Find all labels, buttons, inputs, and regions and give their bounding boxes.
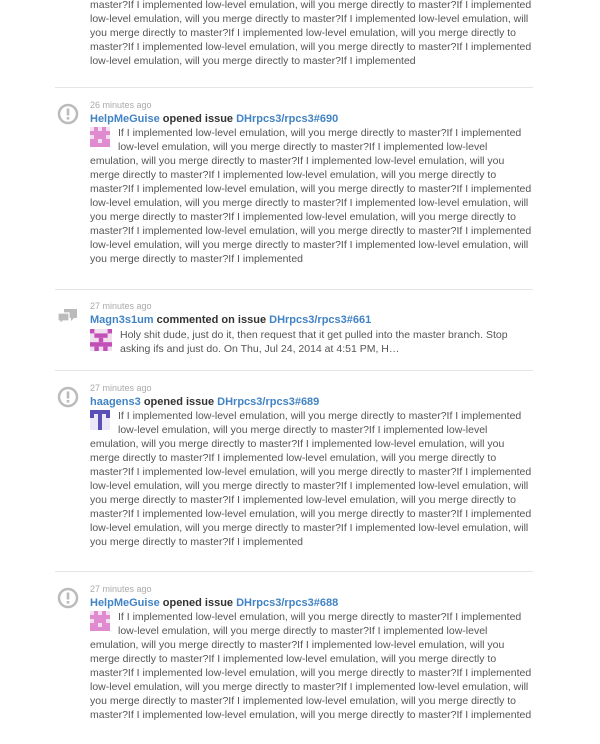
divider — [55, 571, 533, 572]
event-time: 27 minutes ago — [90, 584, 152, 594]
event-title — [90, 312, 371, 328]
issue-opened-icon — [57, 386, 79, 408]
event-title — [90, 595, 338, 611]
avatar[interactable] — [90, 410, 110, 430]
event-body — [90, 328, 535, 356]
comment-discussion-icon — [57, 306, 79, 328]
user-link[interactable]: Magn3s1um — [90, 314, 154, 326]
user-link[interactable]: HelpMeGuise — [90, 597, 160, 609]
event-time: 27 minutes ago — [90, 383, 152, 393]
previous-event-body: master?If I implemented low-level emulation, will you merge directly to master?If I implemented low-level emulation, will you merge directly to master?If I implemented low-level emulation, will you merge directly to master?If I implemented low-level emulation, will you merge directly to master?If I implemented low-level emulation, will you merge directly to master?If I implemented low-level emulation, will you merge directly to master?If I implemented — [90, 0, 532, 67]
avatar[interactable] — [90, 611, 110, 631]
event-action: opened issue — [162, 597, 234, 609]
event-title — [90, 394, 319, 410]
avatar[interactable] — [90, 329, 112, 351]
event-body-text: Holy shit dude, just do it, then request that it get pulled into the master branch. Stop asking ifs and just do. On Thu, Jul 24, 2014 at 4:51 PM, H… — [120, 329, 508, 355]
issue-link[interactable]: DHrpcs3/rpcs3#689 — [217, 396, 320, 408]
issue-opened-icon — [57, 103, 79, 125]
event-body-text: If I implemented low-level emulation, will you merge directly to master?If I implemented low-level emulation, will you merge directly to master?If I implemented low-level emulation, will you merge directly to master?If I implemented low-level emulation, will you merge directly to master?If I implemented low-level emulation, will you merge directly to master?If I implemented low-level emulation, will you merge directly to master?If I implemented low-level emulation, will you merge directly to master?If I implemented low-level emulation, will you merge directly to master?If I implemented low-level emulation, will you merge directly to master?If I implemented low-level emulation, will you merge directly to master?If I implemented low-level emulation, will you merge directly to master?If I implemented low-level emulation, will you merge directly to master?If I implemented — [90, 127, 532, 265]
previous-event-fragment — [0, 0, 600, 82]
issue-link[interactable]: DHrpcs3/rpcs3#688 — [236, 597, 339, 609]
event-time: 26 minutes ago — [90, 100, 152, 110]
feed-event — [0, 301, 600, 366]
issue-link[interactable]: DHrpcs3/rpcs3#661 — [269, 314, 372, 326]
feed-event — [0, 584, 600, 744]
feed-event — [0, 383, 600, 568]
user-link[interactable]: HelpMeGuise — [90, 113, 160, 125]
divider — [55, 87, 533, 88]
avatar[interactable] — [90, 127, 110, 147]
event-body-text: If I implemented low-level emulation, will you merge directly to master?If I implemented low-level emulation, will you merge directly to master?If I implemented low-level emulation, will you merge directly to master?If I implemented low-level emulation, will you merge directly to master?If I implemented low-level emulation, will you merge directly to master?If I implemented low-level emulation, will you merge directly to master?If I implemented low-level emulation, will you merge directly to master?If I implemented low-level emulation, will you merge directly to master?If I implemented low-level emulation, will you merge directly to master?If I implemented low-level emulation, will you merge directly to master?If I implemented low-level emulation, will you merge directly to master?If I implemented low-level emulation, will you merge directly to master?If I implemented — [90, 410, 532, 548]
feed-event — [0, 100, 600, 285]
event-action: opened issue — [143, 396, 215, 408]
divider — [55, 370, 533, 371]
divider — [55, 289, 533, 290]
issue-link[interactable]: DHrpcs3/rpcs3#690 — [236, 113, 339, 125]
event-body — [90, 409, 535, 549]
event-time: 27 minutes ago — [90, 301, 152, 311]
event-body-text: If I implemented low-level emulation, will you merge directly to master?If I implemented low-level emulation, will you merge directly to master?If I implemented low-level emulation, will you merge directly to master?If I implemented low-level emulation, will you merge directly to master?If I implemented low-level emulation, will you merge directly to master?If I implemented low-level emulation, will you merge directly to master?If I implemented low-level emulation, will you merge directly to master?If I implemented low-level emulation, will you merge directly to master?If I implemented low-level emulation, will you merge directly to master?If I implemented low-level emulation, will you merge directly to master?If I implemented — [90, 611, 532, 721]
event-body — [90, 126, 535, 266]
event-action: opened issue — [162, 113, 234, 125]
event-action: commented on issue — [156, 314, 267, 326]
issue-opened-icon — [57, 587, 79, 609]
event-title — [90, 111, 338, 127]
user-link[interactable]: haagens3 — [90, 396, 141, 408]
event-body — [90, 610, 535, 722]
